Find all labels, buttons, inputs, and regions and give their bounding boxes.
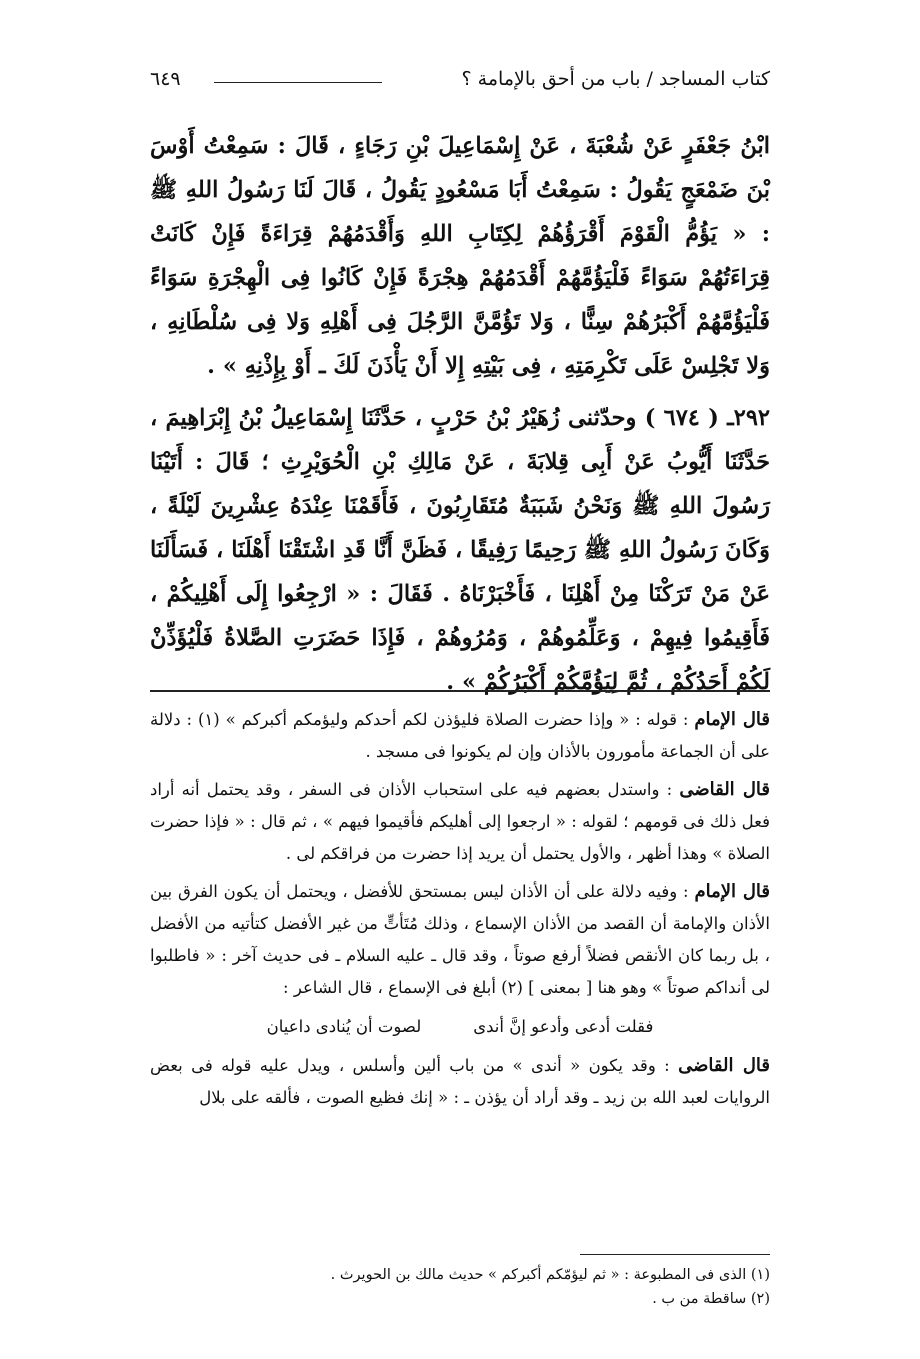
commentary-paragraph [150, 774, 770, 870]
commentary-paragraph [150, 1050, 770, 1114]
commentary-paragraph [150, 704, 770, 768]
commentary-text: : وقد يكون « أندى » من باب ألين وأسلس ، ويدل عليه قوله فى بعض الروايات لعبد الله بن زيد ـ وقد أراد أن يؤذن ـ : « إنك فظيع الصوت ، فألقه على بلال [150, 1056, 770, 1107]
page-header [150, 62, 770, 102]
page-number: ٦٤٩ [150, 68, 181, 90]
poetry-verse [150, 1010, 770, 1044]
hadith-text [150, 124, 770, 704]
commentary-section [150, 704, 770, 1114]
verse-second-hemistich: لصوت أن يُنادى داعيان [266, 1017, 422, 1036]
footnote-rule [580, 1254, 770, 1255]
commentary-text: : قوله : « وإذا حضرت الصلاة فليؤذن لكم أحدكم وليؤمكم أكبركم » (١) : دلالة على أن الجماعة مأمورون بالأذان وإن لم يكونوا فى مسجد . [150, 710, 770, 761]
running-title: كتاب المساجد / باب من أحق بالإمامة ؟ [461, 68, 770, 90]
commentary-text: : واستدل بعضهم فيه على استحباب الأذان فى السفر ، وقد يحتمل أنه أراد فعل ذلك فى قومهم ؛ لقوله : « ارجعوا إلى أهليكم فأقيموا فيهم » ، ثم قال : « فإذا حضرت الصلاة » وهذا أظهر ، والأول يحتمل أن يريد إذا حضرت من فراقكم لى . [150, 780, 770, 863]
header-rule [214, 82, 382, 83]
hadith-paragraph: ٢٩٢ـ ( ٦٧٤ ) وحدّثنى زُهَيْرُ بْنُ حَرْبٍ ، حَدَّثَنَا إِسْمَاعِيلُ بْنُ إِبْرَاهِيمَ ، حَدَّثَنَا أَيُّوبُ عَنْ أَبِى قِلابَةَ ، عَنْ مَالِكِ بْنِ الْحُوَيْرِثِ ؛ قَالَ : أَتَيْنَا رَسُولَ اللهِ ﷺ وَنَحْنُ شَبَبَةٌ مُتَقَارِبُونَ ، فَأَقَمْنَا عِنْدَهُ عِشْرِينَ لَيْلَةً ، وَكَانَ رَسُولُ اللهِ ﷺ رَحِيمًا رَفِيقًا ، فَظَنَّ أَنَّا قَدِ اشْتَقْنَا أَهْلَنَا ، فَسَأَلَنَا عَنْ مَنْ تَرَكْنَا مِنْ أَهْلِنَا ، فَأَخْبَرْنَاهُ . فَقَالَ : « ارْجِعُوا إِلَى أَهْلِيكُمْ ، فَأَقِيمُوا فِيهِمْ ، وَعَلِّمُوهُمْ ، وَمُرُوهُمْ ، فَإِذَا حَضَرَتِ الصَّلاةُ فَلْيُؤَذِّنْ لَكُمْ أَحَدُكُمْ ، ثُمَّ لِيَؤُمَّكُمْ أَكْبَرُكُمْ » . [150, 405, 770, 695]
footnote: (٢) ساقطة من ب . [652, 1291, 770, 1307]
commentary-text: : وفيه دلالة على أن الأذان ليس بمستحق للأفضل ، ويحتمل أن يكون الفرق بين الأذان والإمامة أن القصد من الأذان الإسماع ، وذلك مُتَأتٍّ من غير الأفضل كتأتيه من الأفضل ، بل ربما كان الأنقص فضلاً أرفع صوتاً ، وقد قال ـ عليه السلام ـ فى حديث آخر : « فاطلبوا لى أنداكم صوتاً » وهو هنا [ بمعنى ] (٢) أبلغ فى الإسماع ، قال الشاعر : [150, 882, 770, 997]
speaker-label: قال القاضى [679, 779, 770, 800]
verse-first-hemistich: فقلت أدعى وأدعو إنَّ أندى [473, 1017, 654, 1036]
speaker-label: قال الإمام [694, 881, 770, 902]
commentary-paragraph [150, 876, 770, 1004]
hadith-paragraph: ابْنُ جَعْفَرٍ عَنْ شُعْبَةَ ، عَنْ إِسْمَاعِيلَ بْنِ رَجَاءٍ ، قَالَ : سَمِعْتُ أَوْسَ بْنَ ضَمْعَجٍ يَقُولُ : سَمِعْتُ أَبَا مَسْعُودٍ يَقُولُ ، قَالَ لَنَا رَسُولُ اللهِ ﷺ : « يَؤُمُّ الْقَوْمَ أَقْرَؤُهُمْ لِكِتَابِ اللهِ وَأَقْدَمُهُمْ قِرَاءَةً فَإِنْ كَانَتْ قِرَاءَتُهُمْ سَوَاءً فَلْيَؤُمَّهُمْ أَقْدَمُهُمْ هِجْرَةً فَإِنْ كَانُوا فِى الْهِجْرَةِ سَوَاءً فَلْيَؤُمَّهُمْ أَكْبَرُهُمْ سِنًّا ، وَلا تَؤُمَّنَّ الرَّجُلَ فِى أَهْلِهِ وَلا فِى سُلْطَانِهِ ، وَلا تَجْلِسْ عَلَى تَكْرِمَتِهِ ، فِى بَيْتِهِ إِلا أَنْ يَأْذَنَ لَكَ ـ أَوْ بِإِذْنِهِ » . [150, 133, 770, 379]
section-divider [150, 690, 770, 692]
speaker-label: قال القاضى [678, 1055, 771, 1076]
footnote: (١) الذى فى المطبوعة : « ثم ليؤمّكم أكبركم » حديث مالك بن الحويرث . [330, 1267, 770, 1283]
speaker-label: قال الإمام [694, 709, 771, 730]
footnotes [150, 1254, 770, 1311]
